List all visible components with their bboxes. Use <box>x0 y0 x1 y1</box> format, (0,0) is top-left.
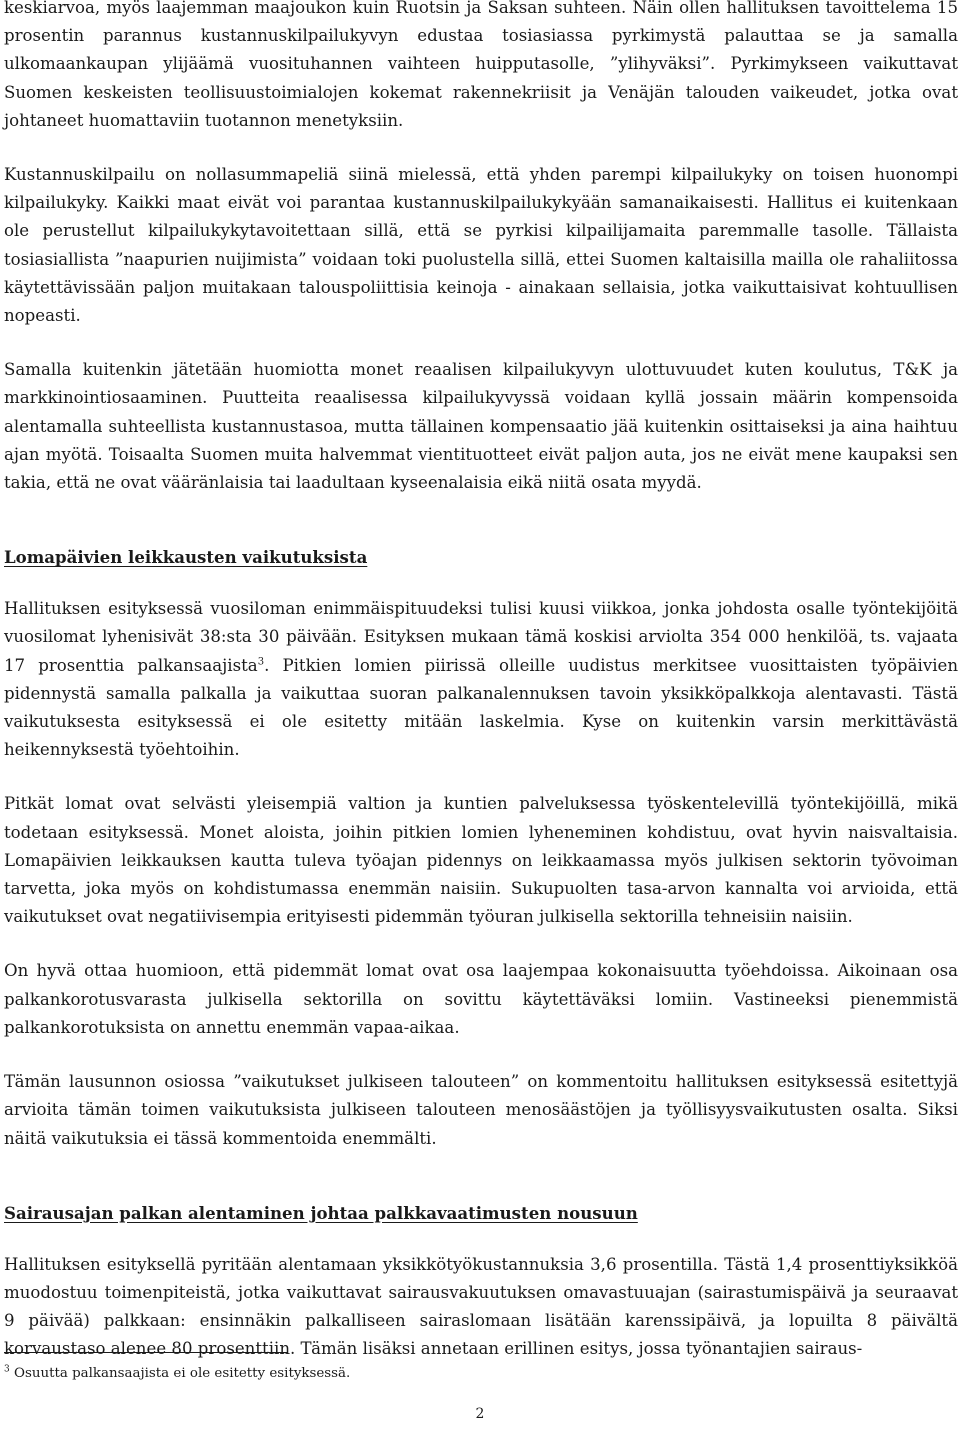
page-number: 2 <box>475 1406 485 1422</box>
paragraph-cost-competitiveness-target: keskiarvoa, myös laajemman maajoukon kuin Ruotsin ja Saksan suhteen. Näin ollen hallituksen tavoittelema 15 prosentin parannus kustannuskilpailukyvyn edustaa tosiasiassa pyrkimystä palauttaa se ja samalla ulkomaankaupan ylijäämä vuosituhannen vaihteen huipputasolle, ”ylihyväksi”. Pyrkimykseen vaikuttavat Suomen keskeisten teollisuustoimialojen kokemat rakennekriisit ja Venäjän talouden vaikeudet, jotka ovat johtaneet huomattaviin tuotannon menetyksiin. <box>4 0 958 130</box>
footnote-divider <box>4 1352 287 1353</box>
text-holiday-length-part1: Hallituksen esityksessä vuosiloman enimmäispituudeksi tulisi kuusi viikkoa, jonka johdosta osalle työntekijöitä vuosilomat lyhenisivät 38:sta 30 päivään. Esityksen mukaan tämä koskisi arviolta 354 000 henkilöä, ts. vajaata 17 prosenttia palkansaajista <box>4 599 958 675</box>
paragraph-unit-labour-costs: Hallituksen esityksellä pyritään alentamaan yksikkötyökustannuksia 3,6 prosentilla. Tästä 1,4 prosenttiyksikköä muodostuu toimenpiteistä, jotka vaikuttavat sairausvakuutuksen omavastuuajan (sairastumispäivä ja seuraavat 9 päivää) palkkaan: ensinnäkin palkalliseen sairaslomaan lisätään karenssipäivä, ja lopuilta 8 päivältä korvaustaso alenee 80 prosenttiin. Tämän lisäksi annetaan erillinen esitys, jossa työnantajien sairaus- <box>4 1254 958 1359</box>
text-holiday-length-part2: . Pitkien lomien piirissä olleille uudistus merkitsee vuosittaisten työpäivien pidennystä samalla palkalla ja vaikuttaa suoran palkanalennuksen tavoin yksikköpalkkoja alentavasti. Tästä vaikutuksesta esityksessä ei ole esitetty mitään laskelmia. Kyse on kuitenkin varsin merkittävästä heikennyksestä työehtoihin. <box>4 655 959 760</box>
paragraph-fiscal-effects-reference: Tämän lausunnon osiossa ”vaikutukset julkiseen talouteen” on kommentoitu hallituksen esityksessä esitettyjä arvioita tämän toimen vaikutuksista julkiseen talouteen menosäästöjen ja työllisyysvaikutusten osalta. Siksi näitä vaikutuksia ei tässä kommentoida enemmälti. <box>4 1072 958 1148</box>
paragraph-holiday-length <box>4 595 958 764</box>
footnote-reference[interactable]: 3 <box>257 656 265 668</box>
footnote <box>4 1364 350 1384</box>
paragraph-zero-sum-competition: Kustannuskilpailu on nollasummapeliä siinä mielessä, että yhden parempi kilpailukyky on toisen huonompi kilpailukyky. Kaikki maat eivät voi parantaa kustannuskilpailukykyään samanaikaisesti. Hallitus ei kuitenkaan ole perustellut kilpailukykytavoitettaan sillä, että se pyrkisi kilpailijamaita paremmalle tasolle. Tällaista tosiasiallista ”naapurien nuijimista” voidaan toki puolustella sillä, ettei Suomen kaltaisilla mailla ole rahaliitossa käytettävissään paljon muitakaan talouspoliittisia keinoja - ainakaan sellaisia, jotka vaikuttaisivat kohtuullisen nopeasti. <box>4 165 958 326</box>
paragraph-holidays-as-compensation: On hyvä ottaa huomioon, että pidemmät lomat ovat osa laajempaa kokonaisuutta työehdoissa. Aikoinaan osa palkankorotusvarasta julkisella sektorilla on sovittu käytettäväksi lomiin. Vastineeksi pienemmistä palkankorotuksista on annettu enemmän vapaa-aikaa. <box>4 961 958 1037</box>
paragraph-real-competitiveness: Samalla kuitenkin jätetään huomiotta monet reaalisen kilpailukyvyn ulottuvuudet kuten koulutus, T&K ja markkinointiosaaminen. Puutteita reaalisessa kilpailukyvyssä voidaan kyllä jossain määrin kompensoida alentamalla suhteellista kustannustasoa, mutta tällainen kompensaatio jää kuitenkin osittaiseksi ja aina haihtuu ajan myötä. Toisaalta Suomen muita halvemmat vientituotteet eivät paljon auta, jos ne eivät mene kaupaksi sen takia, että ne ovat vääränlaisia tai laadultaan kyseenalaisia eikä niitä osata myydä. <box>4 360 958 493</box>
footnote-marker: 3 <box>4 1364 10 1375</box>
footnote-text: Osuutta palkansaajista ei ole esitetty esityksessä. <box>9 1366 351 1381</box>
document-page <box>4 0 958 1364</box>
paragraph-public-sector-women: Pitkät lomat ovat selvästi yleisempiä valtion ja kuntien palveluksessa työskentelevillä työntekijöillä, mikä todetaan esityksessä. Monet aloista, joihin pitkien lomien lyheneminen kohdistuu, ovat hyvin naisvaltaisia. Lomapäivien leikkauksen kautta tuleva työajan pidennys on leikkaamassa myös julkisen sektorin työvoiman tarvetta, joka myös on kohdistumassa enemmän naisiin. Sukupuolten tasa-arvon kannalta voi arvioida, että vaikutukset ovat negatiivisempia erityisesti pidemmän työuran julkisella sektorilla tehneisiin naisiin. <box>4 794 958 927</box>
section-heading-holiday-cuts: Lomapäivien leikkausten vaikutuksista <box>4 547 368 568</box>
section-heading-sick-pay: Sairausajan palkan alentaminen johtaa palkkavaatimusten nousuun <box>4 1202 638 1223</box>
